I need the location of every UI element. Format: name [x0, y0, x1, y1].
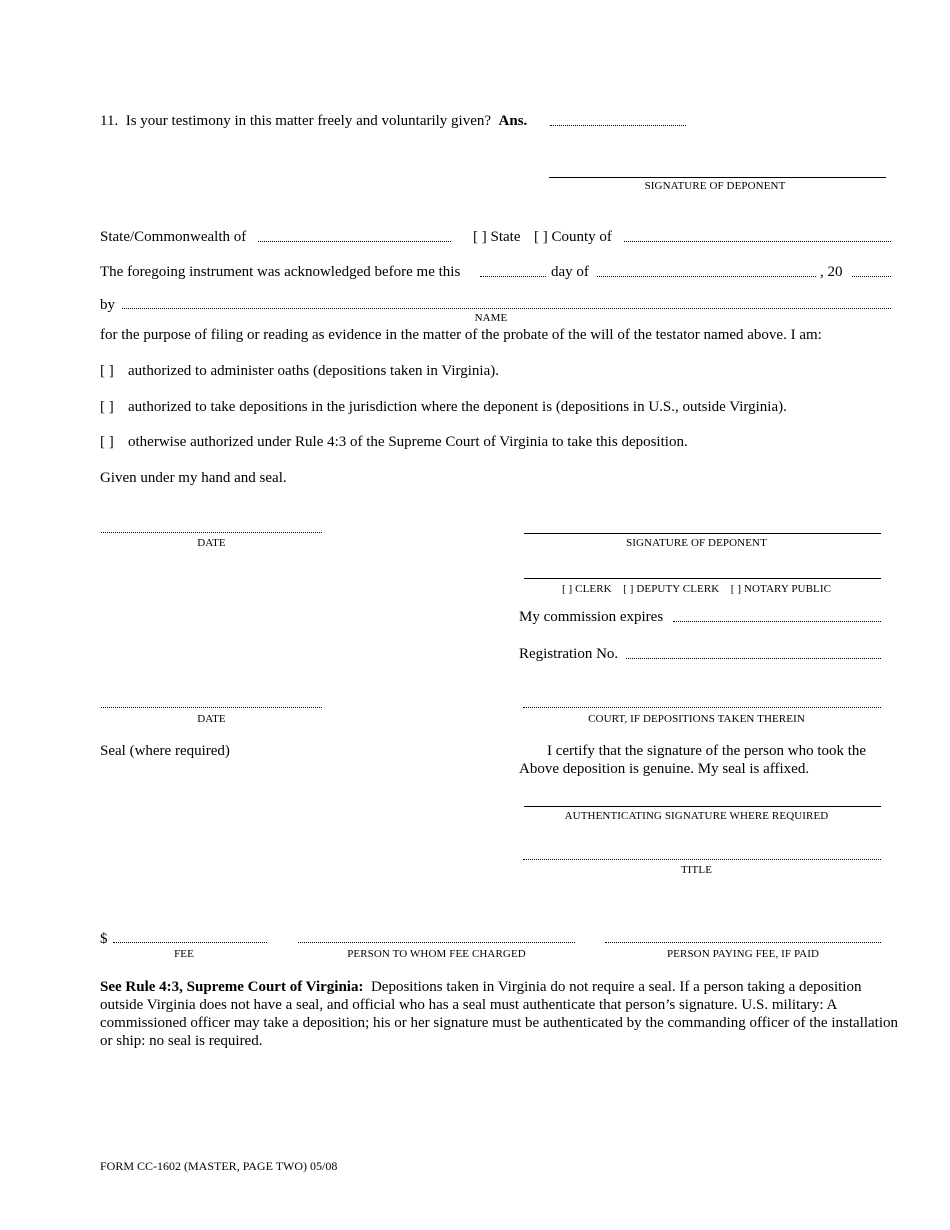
officer-type-caption[interactable]: [ ] CLERK [ ] DEPUTY CLERK [ ] NOTARY PUBLIC — [561, 583, 832, 595]
certify-text-line-1: I certify that the signature of the person who took the — [547, 743, 867, 759]
title-caption: TITLE — [680, 864, 713, 876]
option-text-3: otherwise authorized under Rule 4:3 of the Supreme Court of Virginia to take this deposition. — [128, 434, 688, 450]
court-field[interactable] — [523, 707, 881, 708]
date-field-1[interactable] — [101, 532, 322, 533]
answer-label: Ans. — [498, 113, 528, 129]
officer-signature-line[interactable] — [524, 578, 881, 579]
rule-note-heading: See Rule 4:3, Supreme Court of Virginia: — [100, 979, 364, 995]
question-11 — [100, 112, 527, 130]
day-of-label: day of — [551, 264, 589, 280]
deponent-signature-caption-1: SIGNATURE OF DEPONENT — [644, 180, 786, 192]
commission-expires-label: My commission expires — [519, 609, 664, 625]
person-charged-caption: PERSON TO WHOM FEE CHARGED — [347, 948, 526, 960]
given-under-text: Given under my hand and seal. — [100, 470, 287, 486]
month-field[interactable] — [597, 276, 816, 277]
authenticating-signature-line[interactable] — [524, 806, 881, 807]
county-field[interactable] — [624, 241, 891, 242]
deponent-signature-line-2[interactable] — [524, 533, 881, 534]
certify-text-line-2: Above deposition is genuine. My seal is affixed. — [519, 761, 810, 777]
fee-field[interactable] — [113, 942, 267, 943]
date-field-2[interactable] — [101, 707, 322, 708]
day-field[interactable] — [480, 276, 546, 277]
option-text-2: authorized to take depositions in the jurisdiction where the deponent is (depositions in U.S., outside Virginia). — [128, 399, 787, 415]
dollar-sign: $ — [100, 931, 108, 947]
state-label: State/Commonwealth of — [100, 229, 247, 245]
date-caption-2: DATE — [197, 713, 226, 725]
person-charged-field[interactable] — [298, 942, 575, 943]
fee-caption: FEE — [174, 948, 194, 960]
deponent-signature-line-1[interactable] — [549, 177, 886, 178]
county-option[interactable]: [ ] County of — [534, 229, 612, 245]
seal-label: Seal (where required) — [100, 743, 230, 759]
deponent-signature-caption-2: SIGNATURE OF DEPONENT — [626, 537, 767, 549]
person-paying-caption: PERSON PAYING FEE, IF PAID — [666, 948, 820, 960]
state-field[interactable] — [258, 241, 451, 242]
person-paying-field[interactable] — [605, 942, 881, 943]
option-checkbox-2[interactable]: [ ] — [100, 399, 114, 415]
state-option[interactable]: [ ] State — [473, 229, 521, 245]
option-text-1: authorized to administer oaths (depositions taken in Virginia). — [128, 363, 499, 379]
rule-note — [100, 978, 898, 1050]
question-number: 11. — [100, 113, 119, 129]
form-footer: FORM CC-1602 (MASTER, PAGE TWO) 05/08 — [100, 1159, 338, 1173]
registration-field[interactable] — [626, 658, 881, 659]
year-field[interactable] — [852, 276, 891, 277]
authenticating-signature-caption: AUTHENTICATING SIGNATURE WHERE REQUIRED — [564, 810, 829, 822]
title-field[interactable] — [523, 859, 881, 860]
option-checkbox-1[interactable]: [ ] — [100, 363, 114, 379]
rule-note-body: Depositions taken in Virginia do not require a seal. If a person taking a deposition outside Virginia does not have a seal, and official who has a seal must authenticate that person’s signature. U.S. military: A commissioned officer may take a deposition; his or her signature must be authenticated by the commanding officer of the installation or ship: no seal is required. — [100, 979, 898, 1049]
name-caption: NAME — [474, 312, 508, 324]
purpose-text: for the purpose of filing or reading as evidence in the matter of the probate of the will of the testator named above. I am: — [100, 327, 822, 343]
registration-label: Registration No. — [519, 646, 619, 662]
name-field[interactable] — [122, 308, 891, 309]
year-prefix: , 20 — [820, 264, 843, 280]
question-text: Is your testimony in this matter freely and voluntarily given? — [125, 113, 492, 129]
option-checkbox-3[interactable]: [ ] — [100, 434, 114, 450]
answer-field[interactable] — [550, 125, 686, 126]
commission-expires-field[interactable] — [673, 621, 881, 622]
acknowledgement-text: The foregoing instrument was acknowledged before me this — [100, 264, 461, 280]
court-caption: COURT, IF DEPOSITIONS TAKEN THEREIN — [588, 713, 805, 725]
by-label: by — [100, 297, 115, 313]
date-caption-1: DATE — [197, 537, 226, 549]
